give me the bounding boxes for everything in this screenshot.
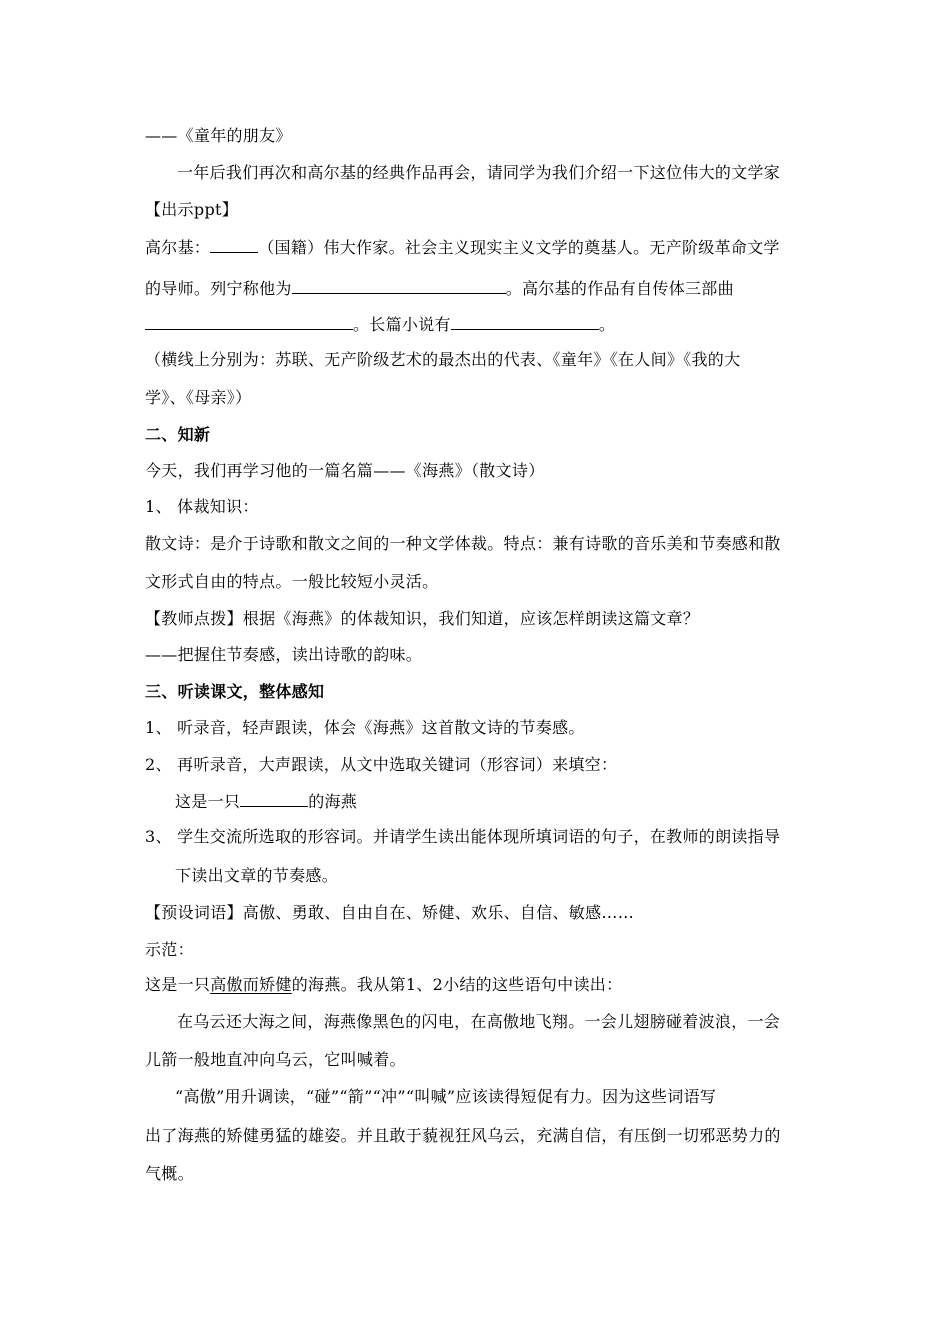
lesson-intro: 今天，我们再学习他的一篇名篇——《海燕》（散文诗） <box>145 461 545 480</box>
example-line <box>145 975 622 995</box>
analysis-paragraph-cont: 出了海燕的矫健勇猛的雄姿。并且敢于藐视狂风乌云，充满自信，有压倒一切邪恶势力的 <box>145 1126 781 1145</box>
fill-text: 高尔基： <box>145 238 211 257</box>
preset-words: 【预设词语】高傲、勇敢、自由自在、矫健、欢乐、自信、敏感…… <box>145 903 635 922</box>
quote-paragraph: 在乌云还大海之间，海燕像黑色的闪电，在高傲地飞翔。一会儿翅膀碰着波浪，一会 <box>177 1012 781 1031</box>
analysis-paragraph: “高傲”用升调读，“碰”“箭”“冲”“叫喊”应该读得短促有力。因为这些词语写 <box>175 1087 717 1106</box>
blank-field <box>240 790 308 807</box>
underlined-word: 高傲而矫健 <box>210 975 292 994</box>
fill-text: 。高尔基的作品有自传体三部曲 <box>505 279 734 298</box>
fill-line-1 <box>145 236 780 258</box>
answer-note: （横线上分别为：苏联、无产阶级艺术的最杰出的代表、《童年》《在人间》《我的大 <box>145 350 741 369</box>
definition-paragraph-cont: 文形式自由的特点。一般比较短小灵活。 <box>145 572 439 591</box>
blank-field <box>292 277 506 294</box>
teacher-tip-answer: ——把握住节奏感，读出诗歌的韵味。 <box>145 645 423 664</box>
quote-paragraph-cont: 儿箭一般地直冲向乌云，它叫喊着。 <box>145 1050 406 1069</box>
fill-line-2 <box>145 277 734 299</box>
blank-field <box>145 313 353 330</box>
fill-text: （国籍）伟大作家。社会主义现实主义文学的奠基人。无产阶级革命文学 <box>258 238 780 257</box>
section-heading-2: 二、知新 <box>145 425 211 444</box>
example-label: 示范： <box>145 940 194 959</box>
analysis-paragraph-end: 气概。 <box>145 1164 194 1183</box>
list-item: 3、 学生交流所选取的形容词。并请学生读出能体现所填词语的句子，在教师的朗读指导 <box>145 827 781 846</box>
list-item: 2、 再听录音，大声跟读，从文中选取关键词（形容词）来填空： <box>145 755 618 774</box>
definition-paragraph: 散文诗：是介于诗歌和散文之间的一种文学体裁。特点：兼有诗歌的音乐美和节奏感和散 <box>145 534 781 553</box>
list-item: 1、 听录音，轻声跟读，体会《海燕》这首散文诗的节奏感。 <box>145 718 585 737</box>
intro-paragraph: 一年后我们再次和高尔基的经典作品再会，请同学为我们介绍一下这位伟大的文学家 <box>177 163 781 182</box>
blank-field <box>451 313 599 330</box>
ppt-label: 【出示ppt】 <box>145 200 239 219</box>
blank-field <box>210 236 258 253</box>
fill-text: 的导师。列宁称他为 <box>145 279 292 298</box>
fill-line-3 <box>145 313 615 335</box>
fill-text: 。长篇小说有 <box>353 315 451 334</box>
example-text: 的海燕。我从第1、2小结的这些语句中读出： <box>291 975 623 994</box>
answer-note-cont: 学》、《母亲》） <box>145 388 252 407</box>
subtitle-line: ——《童年的朋友》 <box>145 126 292 145</box>
section-heading-3: 三、听读课文，整体感知 <box>145 682 325 701</box>
fill-line-4 <box>175 790 357 812</box>
fill-text: 这是一只 <box>175 792 241 811</box>
teacher-tip: 【教师点拨】根据《海燕》的体裁知识，我们知道，应该怎样朗读这篇文章？ <box>145 609 700 628</box>
list-item: 1、 体裁知识： <box>145 497 259 516</box>
fill-text: 。 <box>598 315 616 334</box>
list-item-cont: 下读出文章的节奏感。 <box>175 866 339 885</box>
example-text: 这是一只 <box>145 975 211 994</box>
fill-text: 的海燕 <box>308 792 358 811</box>
